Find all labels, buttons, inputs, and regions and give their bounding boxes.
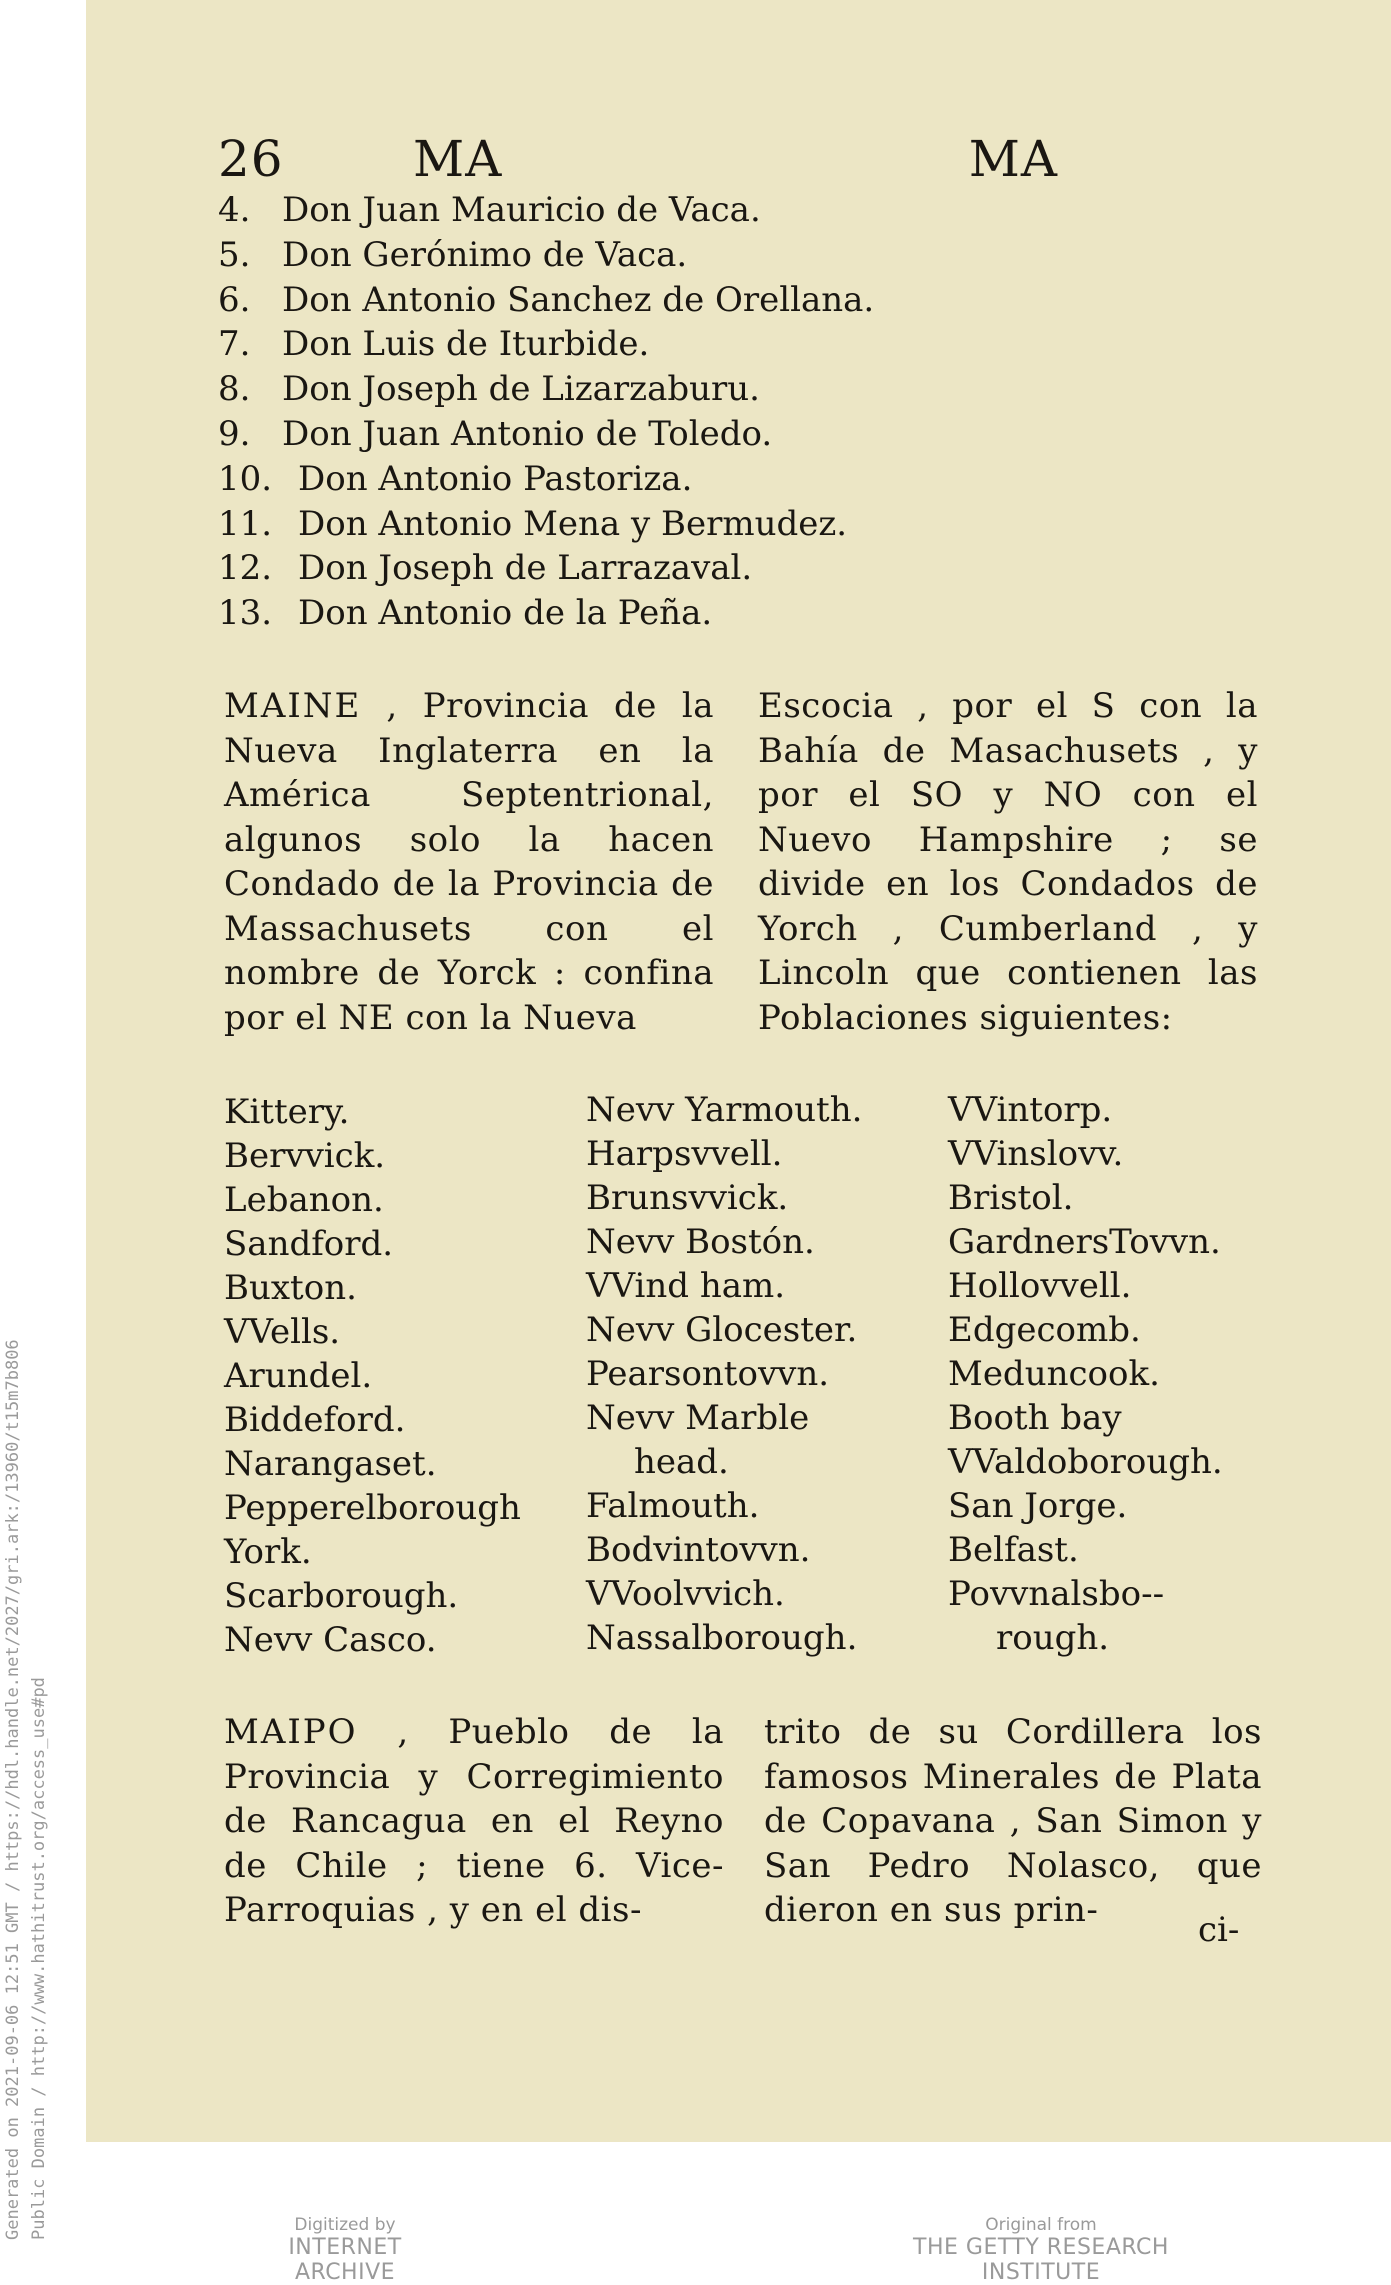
town-name: Booth bay [948,1398,1122,1438]
item-number: 7. [218,324,251,365]
entry-heading: MAIPO [224,1712,358,1752]
item-text: Don Antonio de la Peña. [298,593,713,634]
credit-caption: Digitized by [294,2215,396,2235]
town-name: Arundel. [224,1356,373,1396]
town-name: Buxton. [224,1268,357,1308]
town-name: Scarborough. [224,1576,459,1616]
town-name: Bervvick. [224,1136,386,1176]
town-name: VVinslovv. [948,1134,1124,1174]
item-number: 8. [218,369,251,410]
credit-name: INTERNET ARCHIVE [288,2235,402,2285]
item-number: 10. [218,458,273,499]
item-text: Don Antonio Pastoriza. [298,458,693,499]
item-number: 4. [218,190,251,230]
town-name: San Jorge. [948,1486,1128,1526]
town-name: Nassalborough. [586,1618,858,1658]
town-name: VVintorp. [948,1090,1113,1130]
entry-text: Escocia , por el S con la Bahía de Masachusets , y por el SO y NO con el Nuevo Hampshire ; se divide en los Condados de Yorch , Cumberland , y Lincoln que contienen las Poblaciones siguientes: [758,686,1258,1038]
credit-name: THE GETTY RESEARCH INSTITUTE [913,2235,1169,2285]
access-watermark [0,1339,52,2240]
item-text: Don Gerónimo de Vaca. [282,234,688,275]
town-name: Nevv Marble [586,1398,810,1438]
entry-heading: MAINE [224,686,362,726]
list-item [218,502,1058,547]
entry-text: , Provincia de la Nueva Inglaterra en la América Septentrional, algunos solo la hacen Condado de la Provincia de Massachusets con el nombre de Yorck : confina por el NE con la Nueva [224,686,715,1038]
town-name: VValdoborough. [948,1442,1223,1482]
town-name: Lebanon. [224,1180,384,1220]
entry-text: trito de su Cordillera los famosos Minerales de Plata de Copavana , San Simon y San Pedro Nolasco, que dieron en sus prin- [764,1712,1262,1930]
town-name: Narangaset. [224,1444,437,1484]
town-name: Nevv Bostón. [586,1222,815,1262]
list-item [218,322,1058,367]
original-from-credit [856,2215,1226,2285]
list-item [218,233,1058,278]
towns-column-2 [586,1088,862,1660]
list-item [218,367,1058,412]
item-text: Don Antonio Mena y Bermudez. [298,503,848,544]
item-text: Don Antonio Sanchez de Orellana. [282,279,875,320]
header-left-word: MA [413,130,503,188]
maine-entry-column-2 [758,684,1258,1040]
item-number: 5. [218,234,251,275]
watermark-line-2: Public Domain / http://www.hathitrust.org/access_use#pd [29,1677,49,2240]
town-name: Harpsvvell. [586,1134,783,1174]
town-name: Sandford. [224,1224,394,1264]
digitized-by-credit [238,2215,452,2285]
list-item [218,188,1058,233]
list-item [218,278,1058,323]
town-name: GardnersTovvn. [948,1222,1221,1262]
maipo-entry-column-2 [764,1710,1262,1933]
town-name: Bristol. [948,1178,1074,1218]
list-item [218,412,1058,457]
item-number: 9. [218,413,251,454]
watermark-line-1: Generated on 2021-09-06 12:51 GMT / https://hdl.handle.net/2027/gri.ark:/13960/t15m7b806 [3,1339,23,2240]
towns-column-3 [948,1088,1223,1660]
town-name: Nevv Glocester. [586,1310,858,1350]
page-number: 26 [218,130,284,188]
item-number: 13. [218,593,273,634]
credit-caption: Original from [985,2215,1097,2235]
list-item [218,546,1058,591]
header-right-word: MA [968,130,1058,188]
town-name: Pearsontovvn. [586,1354,830,1394]
town-name: Povvnalsbo-- [948,1574,1165,1614]
item-text: Don Luis de Iturbide. [282,324,650,365]
town-name: Biddeford. [224,1400,406,1440]
town-name: Kittery. [224,1092,350,1132]
running-header [218,130,1058,190]
town-name: VVoolvvich. [586,1574,785,1614]
item-number: 11. [218,503,273,544]
town-name: Pepperelborough [224,1488,521,1528]
item-text: Don Joseph de Larrazaval. [298,548,753,589]
item-text: Don Juan Antonio de Toledo. [282,413,773,454]
item-text: Don Juan Mauricio de Vaca. [282,190,761,230]
item-number: 12. [218,548,273,589]
town-name: Brunsvvick. [586,1178,789,1218]
town-name: Hollovvell. [948,1266,1132,1306]
item-number: 6. [218,279,251,320]
towns-column-1 [224,1090,521,1662]
town-name: Nevv Yarmouth. [586,1090,863,1130]
town-name: Meduncook. [948,1354,1160,1394]
town-name: Bodvintovvn. [586,1530,811,1570]
names-list [218,188,1058,636]
town-name: Nevv Casco. [224,1620,437,1660]
item-text: Don Joseph de Lizarzaburu. [282,369,760,410]
town-name: York. [224,1532,312,1572]
town-name: VVind ham. [586,1266,786,1306]
entry-text: , Pueblo de la Provincia y Corregimiento de Rancagua en el Reyno de Chile ; tiene 6. Vice-Parroquias , y en el dis- [224,1712,725,1930]
catchword: ci- [1198,1910,1240,1950]
maipo-entry-column-1 [224,1710,724,1933]
maine-entry-column-1 [224,684,714,1040]
town-name: Belfast. [948,1530,1079,1570]
town-name: VVells. [224,1312,341,1352]
town-name: Edgecomb. [948,1310,1141,1350]
list-item [218,591,1058,636]
town-name: Falmouth. [586,1486,760,1526]
list-item [218,457,1058,502]
town-name-continuation: rough. [996,1618,1110,1658]
town-name-continuation: head. [634,1442,729,1482]
